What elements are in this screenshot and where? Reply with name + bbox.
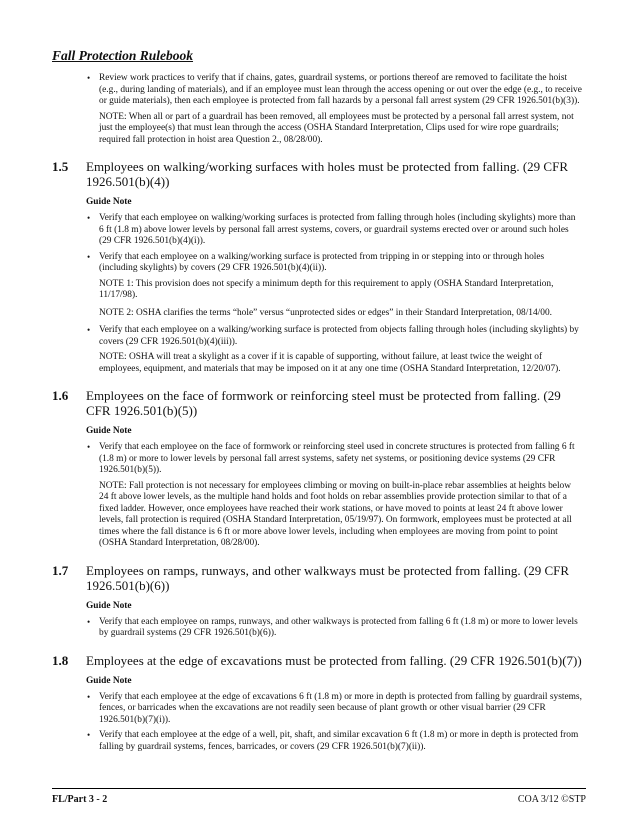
- footer-page-number: FL/Part 3 - 2: [52, 794, 108, 805]
- section-body: [86, 692, 582, 754]
- section-title: Employees on ramps, runways, and other walkways must be protected from falling. (29 CFR 1926.501(b)(6)): [86, 562, 570, 593]
- bullet-list: [86, 692, 582, 754]
- section-number: 1.5: [52, 159, 69, 174]
- section-1-7: [52, 563, 582, 640]
- guide-note-label: Guide Note: [86, 197, 132, 207]
- list-item: • Verify that each employee on ramps, runways, and other walkways is protected from falling 6 ft (1.8 m) or more to lower levels by guardrail systems (29 CFR 1926.501(b)(6)).: [86, 617, 582, 640]
- section-body: [86, 617, 582, 640]
- note-text: NOTE 1: This provision does not specify a minimum depth for this requirement to apply (OSHA Standard Interpretation, 11/17/98).: [99, 278, 554, 300]
- list-item: • Verify that each employee at the edge of a well, pit, shaft, and similar excavation 6 ft (1.8 m) or more in depth is protected from falling by guardrail systems, fences, barricades, or covers (29 CFR 1926.501(b)(7)(ii)).: [86, 730, 582, 753]
- note-text: NOTE 2: OSHA clarifies the terms “hole” versus “unprotected sides or edges” in their Standard Interpretation, 08/14/00.: [99, 307, 552, 318]
- section-number: 1.6: [52, 388, 69, 403]
- note-text: NOTE: OSHA will treat a skylight as a cover if it is capable of supporting, without failure, at least twice the weight of employees, equipment, and materials that may be imposed on it at any one time (OSHA Standard Interpretation, 12/20/07).: [99, 352, 561, 374]
- list-item: • Verify that each employee on the face of formwork or reinforcing steel used in concrete structures is protected from falling 6 ft (1.8 m) or more to lower levels by personal fall arrest systems, safety net systems, or positioning device systems (29 CFR 1926.501(b)(5)).: [86, 442, 582, 477]
- bullet-list: [86, 617, 582, 640]
- list-item: • Verify that each employee on walking/working surfaces is protected from falling through holes (including skylights) more than 6 ft (1.8 m) above lower levels by personal fall arrest systems, covers, or guardrail systems erected over or around such holes (29 CFR 1926.501(b)(4)(i)).: [86, 213, 582, 248]
- note-text: NOTE: When all or part of a guardrail has been removed, all employees must be protected by a personal fall arrest system, not just the employee(s) that must lean through the access (OSHA Standard Interpretation, Clips used for wire rope guardrails; required fall protection in hoist area Question 2., 08/28/00).: [99, 111, 574, 145]
- section-1-5: [52, 159, 582, 375]
- section-1-6: [52, 388, 582, 550]
- running-header-title: Fall Protection Rulebook: [52, 48, 194, 63]
- section-body: [86, 213, 582, 375]
- intro-block: [86, 73, 582, 146]
- list-item: • Verify that each employee on a walking/working surface is protected from tripping in or stepping into or through holes (including skylights) by covers (29 CFR 1926.501(b)(4)(ii)).: [86, 252, 582, 275]
- guide-note-label: Guide Note: [86, 600, 132, 611]
- section-title: Employees on walking/working surfaces with holes must be protected from falling. (29 CFR 1926.501(b)(4)): [86, 159, 568, 189]
- list-item: • Review work practices to verify that if chains, gates, guardrail systems, or portions thereof are removed to facilitate the hoist (e.g., during landing of materials), and if an employee must lean through the access opening or out over the edge (e.g., to receive or guide materials), then each employee is protected from fall hazards by a personal fall arrest system (29 CFR 1926.501(b)(3)).: [86, 73, 582, 108]
- list-item: • Verify that each employee at the edge of excavations 6 ft (1.8 m) or more in depth is protected from falling by guardrail systems, fences, or barricades when the excavations are not readily seen because of plant growth or other visual barrier (29 CFR 1926.501(b)(7)(i)).: [86, 692, 582, 727]
- section-title: Employees on the face of formwork or reinforcing steel must be protected from falling. (29 CFR 1926.501(b)(5)): [86, 388, 561, 418]
- guide-note-label: Guide Note: [86, 426, 132, 436]
- section-title: Employees at the edge of excavations must be protected from falling. (29 CFR 1926.501(b)(7)): [86, 652, 582, 668]
- note-text: NOTE: Fall protection is not necessary for employees climbing or moving on built-in-place rebar assemblies at heights below 24 ft above lower levels, as the multiple hand holds and foot holds on rebar assemblies provide protection similar to that of a fixed ladder. However, once employees have reached their work stations, or have moved to points at least 24 ft above lower levels, fall protection is required (OSHA Standard Interpretation, 05/19/97). On formwork, employees must be protected at all times where the fall distance is 6 ft or more above lower levels, including when employees are moving from point to point (OSHA Standard Interpretation, 08/28/00).: [99, 480, 572, 548]
- section-number: 1.8: [52, 652, 69, 668]
- bullet-list: [86, 442, 582, 477]
- bullet-list: [86, 73, 582, 108]
- section-number: 1.7: [52, 562, 69, 578]
- section-body: [86, 442, 582, 550]
- page-content: [52, 73, 582, 757]
- section-1-8: [52, 653, 582, 754]
- guide-note-label: Guide Note: [86, 675, 132, 686]
- bullet-list: [86, 325, 582, 348]
- footer-edition: COA 3/12 ©STP: [517, 794, 586, 805]
- bullet-list: [86, 213, 582, 275]
- list-item: • Verify that each employee on a walking/working surface is protected from objects falling through holes (including skylights) by covers (29 CFR 1926.501(b)(4)(iii)).: [86, 325, 582, 348]
- footer-divider: [52, 788, 586, 789]
